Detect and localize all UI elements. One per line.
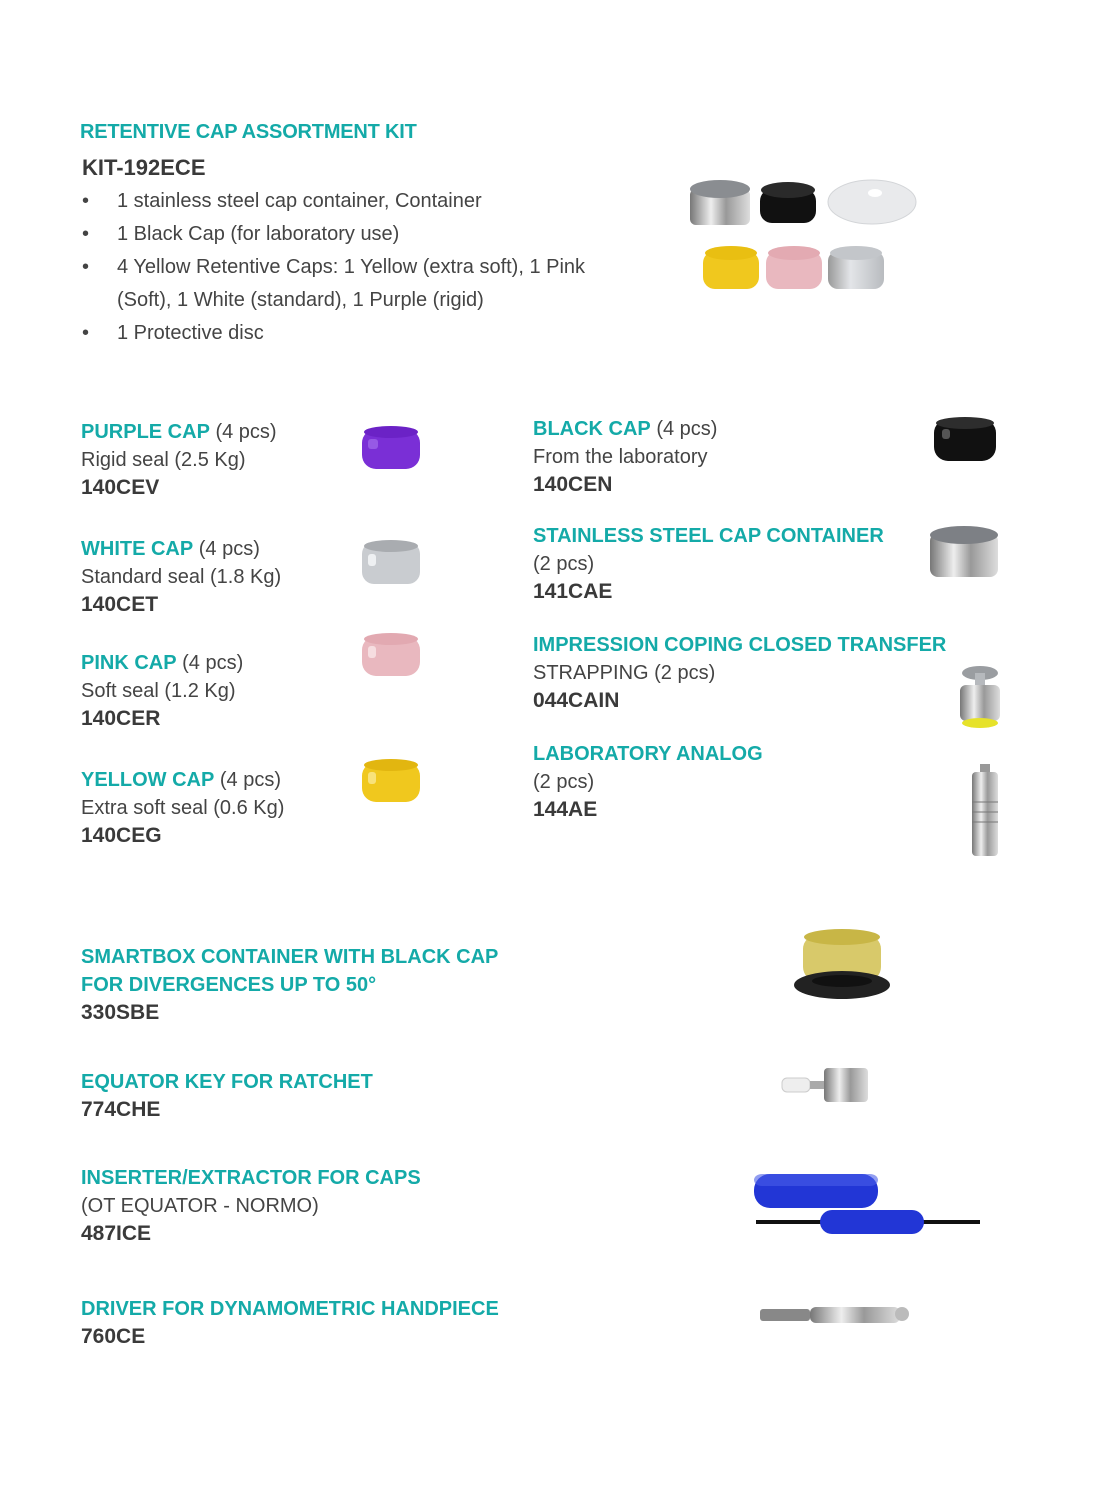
product-black-cap <box>533 415 717 499</box>
product-code: 330SBE <box>81 1001 160 1024</box>
product-title: IMPRESSION COPING CLOSED TRANSFER <box>533 634 947 656</box>
product-driver <box>81 1295 499 1351</box>
smartbox-container-icon <box>785 925 895 1005</box>
product-desc: Soft seal (1.2 Kg) <box>81 680 236 702</box>
product-smartbox-container <box>81 943 498 1027</box>
kit-content-item: • 1 Protective disc <box>82 317 637 350</box>
product-inserter-extractor <box>81 1164 421 1248</box>
product-desc: Extra soft seal (0.6 Kg) <box>81 797 285 819</box>
product-desc: (OT EQUATOR - NORMO) <box>81 1195 319 1217</box>
product-steel-container <box>533 522 884 606</box>
yellow-cap-icon <box>358 758 424 808</box>
product-code: 140CEV <box>81 476 160 499</box>
kit-contents-list <box>82 185 637 350</box>
product-desc: Standard seal (1.8 Kg) <box>81 566 282 588</box>
product-code: 140CET <box>81 593 159 616</box>
purple-cap-icon <box>358 425 424 473</box>
white-cap-icon <box>828 246 884 289</box>
product-qty: (4 pcs) <box>209 421 277 443</box>
driver-icon <box>758 1302 913 1328</box>
product-code: 774CHE <box>81 1098 161 1121</box>
steel-container-icon <box>926 525 1002 581</box>
product-title: WHITE CAP <box>81 538 194 560</box>
product-qty: (4 pcs) <box>650 418 718 440</box>
product-title: PURPLE CAP <box>81 421 210 443</box>
kit-content-item: • 4 Yellow Retentive Caps: 1 Yellow (extra soft), 1 Pink (Soft), 1 White (standard), 1 Purple (rigid) <box>82 251 637 317</box>
product-qty: (4 pcs) <box>176 652 244 674</box>
product-title: DRIVER FOR DYNAMOMETRIC HANDPIECE <box>81 1298 499 1320</box>
product-yellow-cap <box>81 766 284 850</box>
product-title: STAINLESS STEEL CAP CONTAINER <box>533 525 884 547</box>
product-title: BLACK CAP <box>533 418 651 440</box>
equator-key-icon <box>778 1062 878 1108</box>
product-white-cap <box>81 535 281 619</box>
product-desc: (2 pcs) <box>533 553 595 575</box>
product-code: 487ICE <box>81 1222 152 1245</box>
inserter-extractor-icon <box>750 1170 985 1240</box>
product-impression-coping <box>533 631 946 715</box>
product-title: INSERTER/EXTRACTOR FOR CAPS <box>81 1167 421 1189</box>
kit-code: KIT-192ECE <box>82 155 206 180</box>
product-code: 760CE <box>81 1325 146 1348</box>
product-desc: STRAPPING (2 pcs) <box>533 662 716 684</box>
pink-cap-icon <box>766 246 822 289</box>
product-code: 140CER <box>81 707 161 730</box>
product-desc: Rigid seal (2.5 Kg) <box>81 449 246 471</box>
product-code: 044CAIN <box>533 689 620 712</box>
kit-product-image <box>650 165 940 305</box>
product-code: 141CAE <box>533 580 613 603</box>
product-code: 144AE <box>533 798 598 821</box>
product-title: SMARTBOX CONTAINER WITH BLACK CAP <box>81 946 499 968</box>
product-purple-cap <box>81 418 277 502</box>
kit-content-item: • 1 Black Cap (for laboratory use) <box>82 218 637 251</box>
protective-disc-icon <box>828 180 916 224</box>
laboratory-analog-icon <box>966 762 1006 862</box>
kit-title: RETENTIVE CAP ASSORTMENT KIT <box>80 121 417 143</box>
product-title: EQUATOR KEY FOR RATCHET <box>81 1071 373 1093</box>
black-cap-icon <box>930 415 1000 465</box>
black-cap-icon <box>760 182 816 223</box>
product-title-line-2: FOR DIVERGENCES UP TO 50° <box>81 974 377 996</box>
product-laboratory-analog <box>533 740 763 824</box>
product-title: YELLOW CAP <box>81 769 215 791</box>
steel-container-icon <box>690 180 750 225</box>
white-cap-icon <box>358 538 424 588</box>
product-code: 140CEG <box>81 824 162 847</box>
product-code: 140CEN <box>533 473 613 496</box>
product-title: LABORATORY ANALOG <box>533 743 763 765</box>
product-qty: (4 pcs) <box>214 769 282 791</box>
yellow-cap-icon <box>703 246 759 289</box>
product-equator-key <box>81 1068 373 1124</box>
product-pink-cap <box>81 649 243 733</box>
product-title: PINK CAP <box>81 652 177 674</box>
product-desc: (2 pcs) <box>533 771 595 793</box>
impression-coping-icon <box>950 663 1010 733</box>
pink-cap-icon <box>358 632 424 682</box>
product-qty: (4 pcs) <box>193 538 260 560</box>
kit-content-item: • 1 stainless steel cap container, Container <box>82 185 637 218</box>
product-desc: From the laboratory <box>533 446 708 468</box>
